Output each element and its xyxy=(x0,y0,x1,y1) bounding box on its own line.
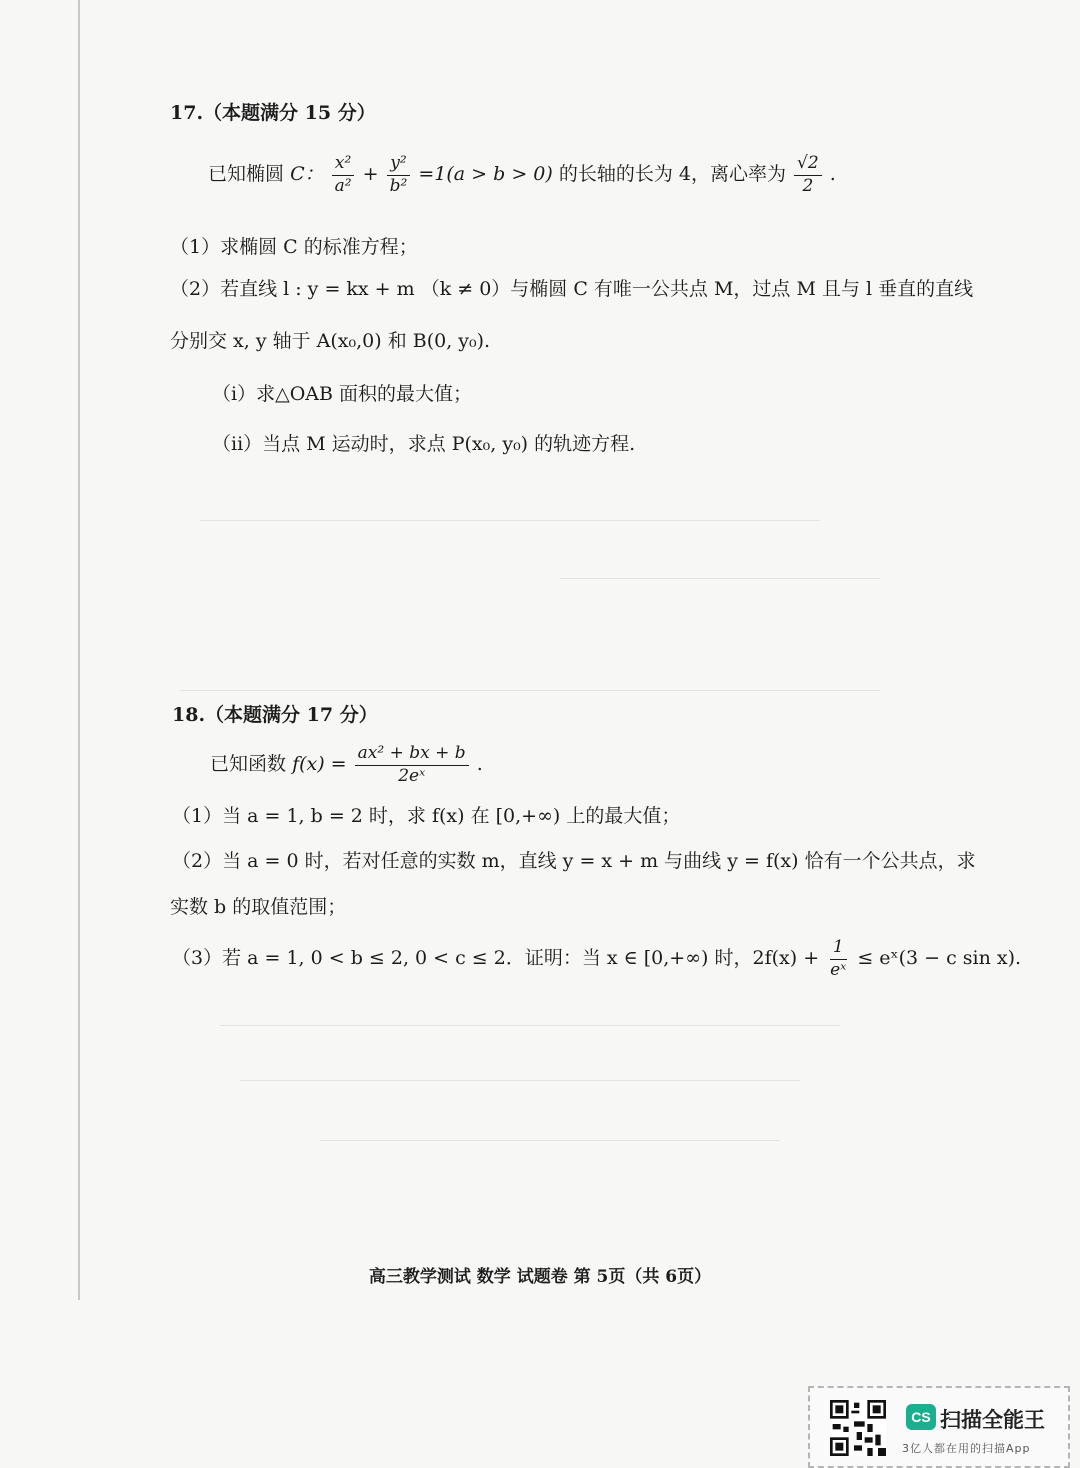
q18-part3-frac xyxy=(827,938,849,980)
q17-frac-ecc-num: √2 xyxy=(794,154,822,176)
q18-stem-pre: 已知函数 xyxy=(210,753,287,776)
q18-part1: （1）当 a = 1, b = 2 时，求 f(x) 在 [0,+∞) 上的最大值； xyxy=(172,805,681,827)
scanner-tagline: 3亿人都在用的扫描App xyxy=(902,1442,1031,1455)
q17-header: 17.（本题满分 15 分） xyxy=(170,102,376,124)
q17-part2-line2: 分别交 x, y 轴于 A(x₀,0) 和 B(0, y₀). xyxy=(170,330,491,352)
page-left-edge xyxy=(78,0,80,1300)
bleed-through-line xyxy=(180,690,880,691)
q18-stem-end: . xyxy=(476,753,483,776)
bleed-through-line xyxy=(560,578,880,579)
q17-part1: （1）求椭圆 C 的标准方程； xyxy=(170,236,418,258)
camscanner-logo: CS xyxy=(906,1404,936,1430)
page-footer: 高三教学测试 数学 试题卷 第 5页（共 6页） xyxy=(368,1267,712,1287)
q17-frac-y-den: b² xyxy=(389,175,408,196)
q17-frac-y xyxy=(387,154,411,196)
q17-frac-ecc-den: 2 xyxy=(802,175,814,196)
q17-stem-end: . xyxy=(829,163,836,186)
q18-header: 18.（本题满分 17 分） xyxy=(172,704,378,726)
q18-frac-num: ax² + bx + b xyxy=(355,744,469,766)
q17-frac-x-den: a² xyxy=(334,175,352,196)
q17-stem xyxy=(208,154,836,196)
q17-stem-eq-right: =1(a > b > 0) xyxy=(418,163,553,186)
bleed-through-line xyxy=(240,1080,800,1081)
q18-part3-post: ≤ eˣ(3 − c sin x). xyxy=(857,947,1022,970)
bleed-through-line xyxy=(320,1140,780,1141)
q17-stem-eq-left: C： xyxy=(290,163,324,186)
q17-sub-ii: （ii）当点 M 运动时，求点 P(x₀, y₀) 的轨迹方程. xyxy=(212,433,636,455)
q18-part3 xyxy=(172,938,1021,980)
q18-part3-frac-den: eˣ xyxy=(830,959,847,980)
q17-frac-x-num: x² xyxy=(332,154,354,176)
bleed-through-line xyxy=(220,1025,840,1026)
q18-frac xyxy=(355,744,469,786)
q18-part3-frac-num: 1 xyxy=(830,938,847,960)
scanner-watermark xyxy=(808,1386,1070,1468)
q18-frac-den: 2eˣ xyxy=(398,765,426,786)
q18-part2-line1: （2）当 a = 0 时，若对任意的实数 m，直线 y = x + m 与曲线 y = f(x) 恰有一个公共点，求 xyxy=(172,850,976,872)
q17-frac-ecc xyxy=(794,154,822,196)
bleed-through-line xyxy=(200,520,820,521)
q17-sub-i: （i）求△OAB 面积的最大值； xyxy=(212,383,472,405)
qr-code-icon xyxy=(830,1400,886,1456)
scanner-brand-name: 扫描全能王 xyxy=(940,1408,1045,1432)
q18-stem-func: f(x) = xyxy=(292,753,347,776)
q17-part2-line1: （2）若直线 l : y = kx + m （k ≠ 0）与椭圆 C 有唯一公共点 M，过点 M 且与 l 垂直的直线 xyxy=(170,278,974,300)
q17-plus: + xyxy=(362,163,379,186)
q18-part3-pre: （3）若 a = 1, 0 < b ≤ 2, 0 < c ≤ 2．证明：当 x ∈ [0,+∞) 时，2f(x) + xyxy=(172,947,820,970)
q17-frac-y-num: y² xyxy=(387,154,409,176)
q17-frac-x xyxy=(332,154,355,196)
q17-stem-pre: 已知椭圆 xyxy=(208,163,285,186)
q18-part2-line2: 实数 b 的取值范围； xyxy=(170,896,347,918)
q17-stem-mid: 的长轴的长为 4，离心率为 xyxy=(558,163,786,186)
q18-stem xyxy=(210,744,483,786)
